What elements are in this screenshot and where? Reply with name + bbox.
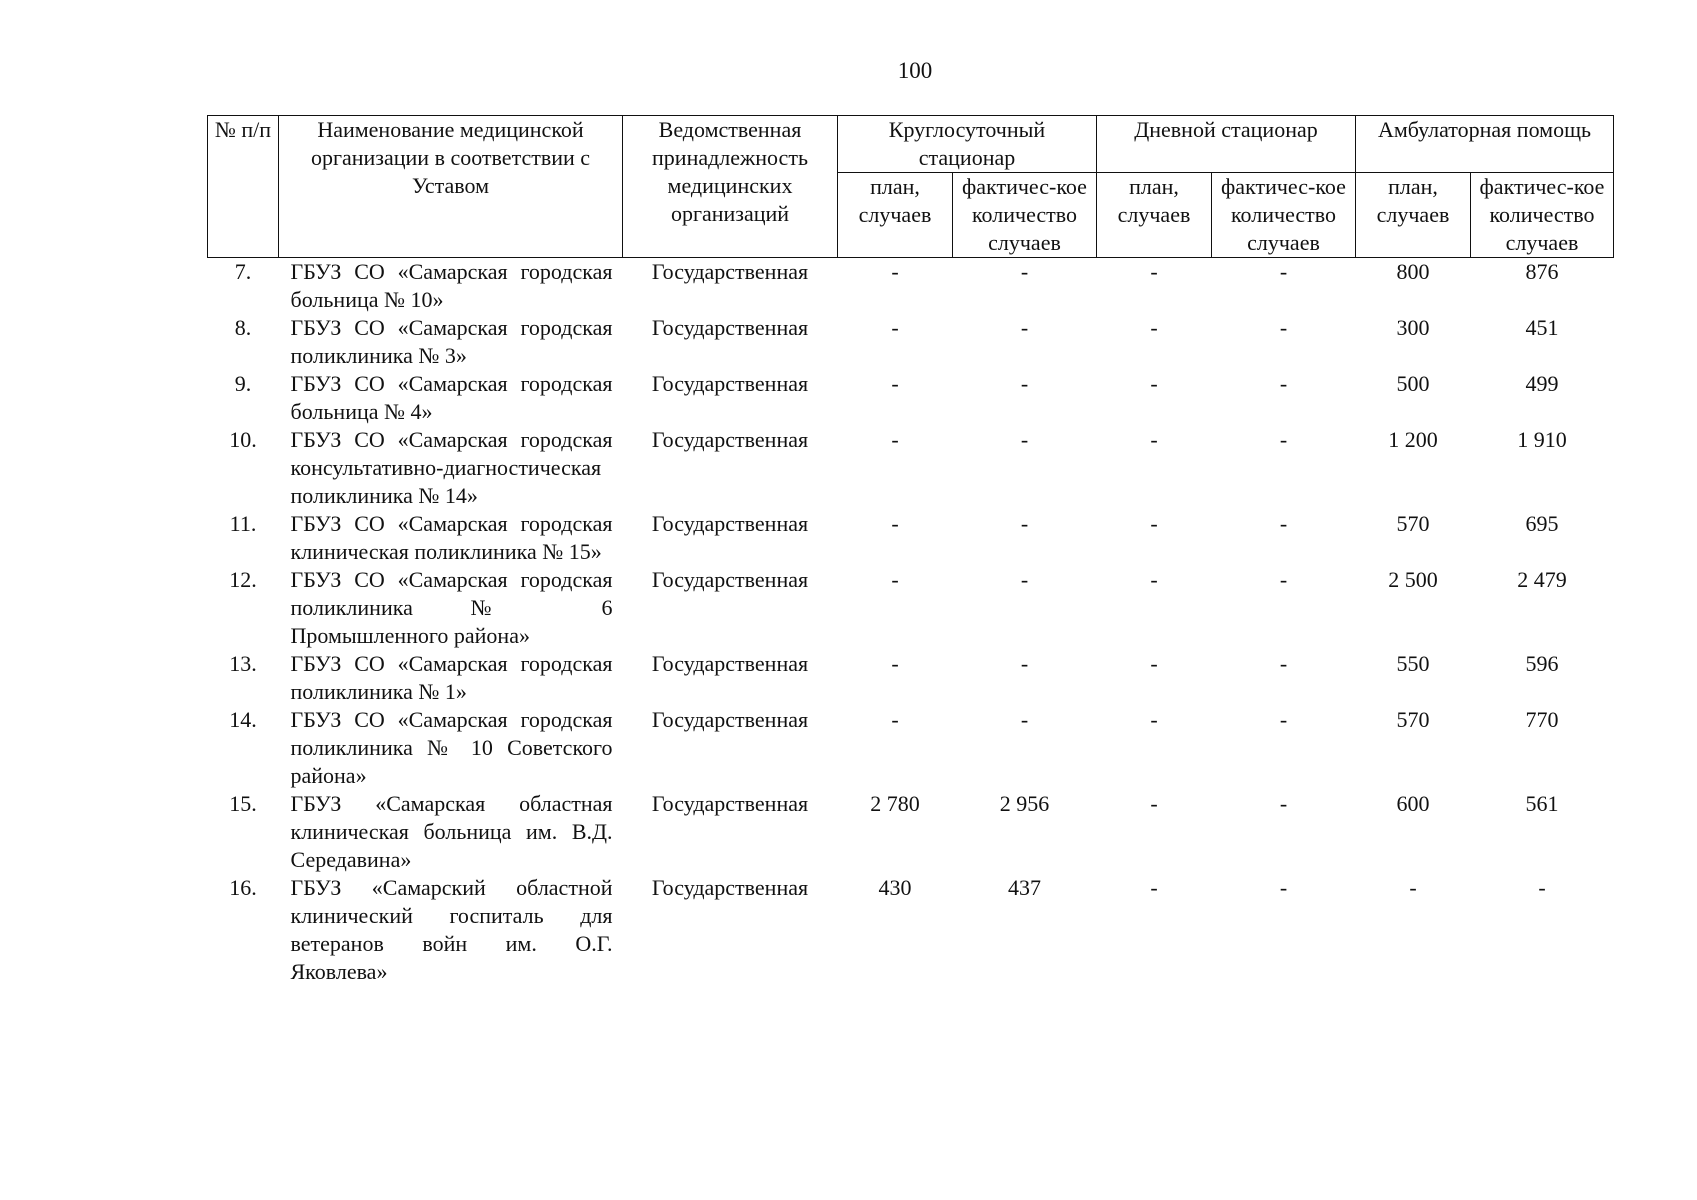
organization-name: ГБУЗ «Самарская областная клиническая больница им. В.Д. Середавина»: [290, 791, 613, 872]
table-row: [208, 258, 1614, 315]
organization-name: ГБУЗ СО «Самарская городская консультативно-диагностическая поликлиника № 14»: [290, 427, 613, 508]
department: Государственная: [651, 371, 809, 396]
inpatient-24h-plan: 430: [878, 875, 912, 900]
inpatient-24h-fact: -: [1020, 567, 1029, 592]
inpatient-24h-fact: -: [1020, 427, 1029, 452]
table-row: [208, 314, 1614, 370]
outpatient-plan: 500: [1396, 371, 1430, 396]
outpatient-fact: 876: [1525, 259, 1559, 284]
department: Государственная: [651, 651, 809, 676]
inpatient-24h-fact: -: [1020, 371, 1029, 396]
organization-name: ГБУЗ СО «Самарская городская клиническая поликлиника № 15»: [290, 511, 613, 564]
day-hospital-fact: -: [1279, 875, 1288, 900]
day-hospital-fact: -: [1279, 259, 1288, 284]
organization-name: ГБУЗ СО «Самарская городская поликлиника № 3»: [290, 315, 613, 368]
day-hospital-plan: -: [1150, 707, 1158, 732]
organization-name: ГБУЗ СО «Самарская городская поликлиника № 1»: [290, 651, 613, 704]
day-hospital-plan: -: [1150, 791, 1158, 816]
page-number: 100: [897, 58, 933, 83]
department: Государственная: [651, 315, 809, 340]
row-number: 15.: [229, 791, 257, 816]
inpatient-24h-fact: -: [1020, 707, 1029, 732]
header-name: Наименование медицинской организации в соответствии с Уставом: [279, 116, 623, 258]
table-row: [208, 706, 1614, 790]
outpatient-fact: 2 479: [1517, 567, 1567, 592]
day-hospital-plan: -: [1150, 371, 1158, 396]
table-row: [208, 510, 1614, 566]
outpatient-fact: 770: [1525, 707, 1559, 732]
inpatient-24h-fact: -: [1020, 511, 1029, 536]
header-dept: Ведомственная принадлежность медицинских организаций: [623, 116, 838, 258]
row-number: 9.: [234, 371, 252, 396]
inpatient-24h-plan: -: [891, 315, 899, 340]
row-number: 16.: [229, 875, 257, 900]
day-hospital-fact: -: [1279, 371, 1288, 396]
day-hospital-fact: -: [1279, 707, 1288, 732]
outpatient-plan: 300: [1396, 315, 1430, 340]
medical-organizations-table: [207, 115, 1614, 986]
row-number: 14.: [229, 707, 257, 732]
organization-name: ГБУЗ «Самарский областной клинический госпиталь для ветеранов войн им. О.Г. Яковлева»: [290, 875, 613, 984]
department: Государственная: [651, 875, 809, 900]
outpatient-fact: 1 910: [1517, 427, 1567, 452]
department: Государственная: [651, 707, 809, 732]
day-hospital-fact: -: [1279, 791, 1288, 816]
day-hospital-fact: -: [1279, 511, 1288, 536]
day-hospital-plan: -: [1150, 567, 1158, 592]
outpatient-fact: -: [1538, 875, 1546, 900]
table-row: [208, 426, 1614, 510]
header-amb-plan: план, случаев: [1356, 173, 1471, 258]
outpatient-fact: 561: [1525, 791, 1559, 816]
day-hospital-fact: -: [1279, 315, 1288, 340]
outpatient-plan: -: [1409, 875, 1417, 900]
outpatient-plan: 570: [1396, 511, 1430, 536]
organization-name: ГБУЗ СО «Самарская городская больница № 4»: [290, 371, 613, 424]
header-num: № п/п: [208, 116, 279, 258]
inpatient-24h-fact: 437: [1008, 875, 1041, 900]
row-number: 11.: [229, 511, 257, 536]
inpatient-24h-plan: -: [891, 511, 899, 536]
inpatient-24h-plan: 2 780: [870, 791, 920, 816]
outpatient-plan: 2 500: [1388, 567, 1438, 592]
inpatient-24h-fact: -: [1020, 315, 1029, 340]
outpatient-plan: 1 200: [1388, 427, 1438, 452]
header-group-amb: Амбулаторная помощь: [1356, 116, 1614, 173]
outpatient-fact: 695: [1525, 511, 1559, 536]
day-hospital-plan: -: [1150, 315, 1158, 340]
outpatient-fact: 451: [1525, 315, 1559, 340]
organization-name: ГБУЗ СО «Самарская городская больница № 10»: [290, 259, 613, 312]
day-hospital-plan: -: [1150, 875, 1158, 900]
inpatient-24h-plan: -: [891, 427, 899, 452]
inpatient-24h-plan: -: [891, 567, 899, 592]
header-group-day: Дневной стационар: [1097, 116, 1356, 173]
row-number: 12.: [229, 567, 257, 592]
row-number: 8.: [234, 315, 252, 340]
department: Государственная: [651, 511, 809, 536]
day-hospital-fact: -: [1279, 651, 1288, 676]
day-hospital-plan: -: [1150, 427, 1158, 452]
department: Государственная: [651, 259, 809, 284]
inpatient-24h-fact: -: [1020, 259, 1029, 284]
row-number: 13.: [229, 651, 257, 676]
inpatient-24h-fact: -: [1020, 651, 1029, 676]
header-day-fact: фактичес-кое количество случаев: [1212, 173, 1356, 258]
organization-name: ГБУЗ СО «Самарская городская поликлиника № 6 Промышленного района»: [290, 567, 613, 648]
department: Государственная: [651, 567, 809, 592]
organization-name: ГБУЗ СО «Самарская городская поликлиника № 10 Советского района»: [290, 707, 613, 788]
header-amb-fact: фактичес-кое количество случаев: [1471, 173, 1614, 258]
day-hospital-plan: -: [1150, 259, 1158, 284]
inpatient-24h-plan: -: [891, 371, 899, 396]
outpatient-plan: 600: [1396, 791, 1430, 816]
inpatient-24h-plan: -: [891, 651, 899, 676]
row-number: 7.: [234, 259, 252, 284]
outpatient-plan: 800: [1396, 259, 1430, 284]
day-hospital-plan: -: [1150, 651, 1158, 676]
day-hospital-fact: -: [1279, 567, 1288, 592]
inpatient-24h-plan: -: [891, 707, 899, 732]
department: Государственная: [651, 791, 809, 816]
inpatient-24h-fact: 2 956: [999, 791, 1050, 816]
table-row: [208, 790, 1614, 874]
outpatient-fact: 499: [1525, 371, 1559, 396]
header-24h-plan: план, случаев: [838, 173, 953, 258]
department: Государственная: [651, 427, 809, 452]
header-24h-fact: фактичес-кое количество случаев: [953, 173, 1097, 258]
header-group-24h: Круглосуточный стационар: [838, 116, 1097, 173]
day-hospital-fact: -: [1279, 427, 1288, 452]
table-row: [208, 650, 1614, 706]
outpatient-plan: 570: [1396, 707, 1430, 732]
day-hospital-plan: -: [1150, 511, 1158, 536]
row-number: 10.: [229, 427, 257, 452]
outpatient-plan: 550: [1396, 651, 1430, 676]
table-row: [208, 874, 1614, 986]
header-day-plan: план, случаев: [1097, 173, 1212, 258]
inpatient-24h-plan: -: [891, 259, 899, 284]
table-row: [208, 370, 1614, 426]
outpatient-fact: 596: [1525, 651, 1559, 676]
table-row: [208, 566, 1614, 650]
